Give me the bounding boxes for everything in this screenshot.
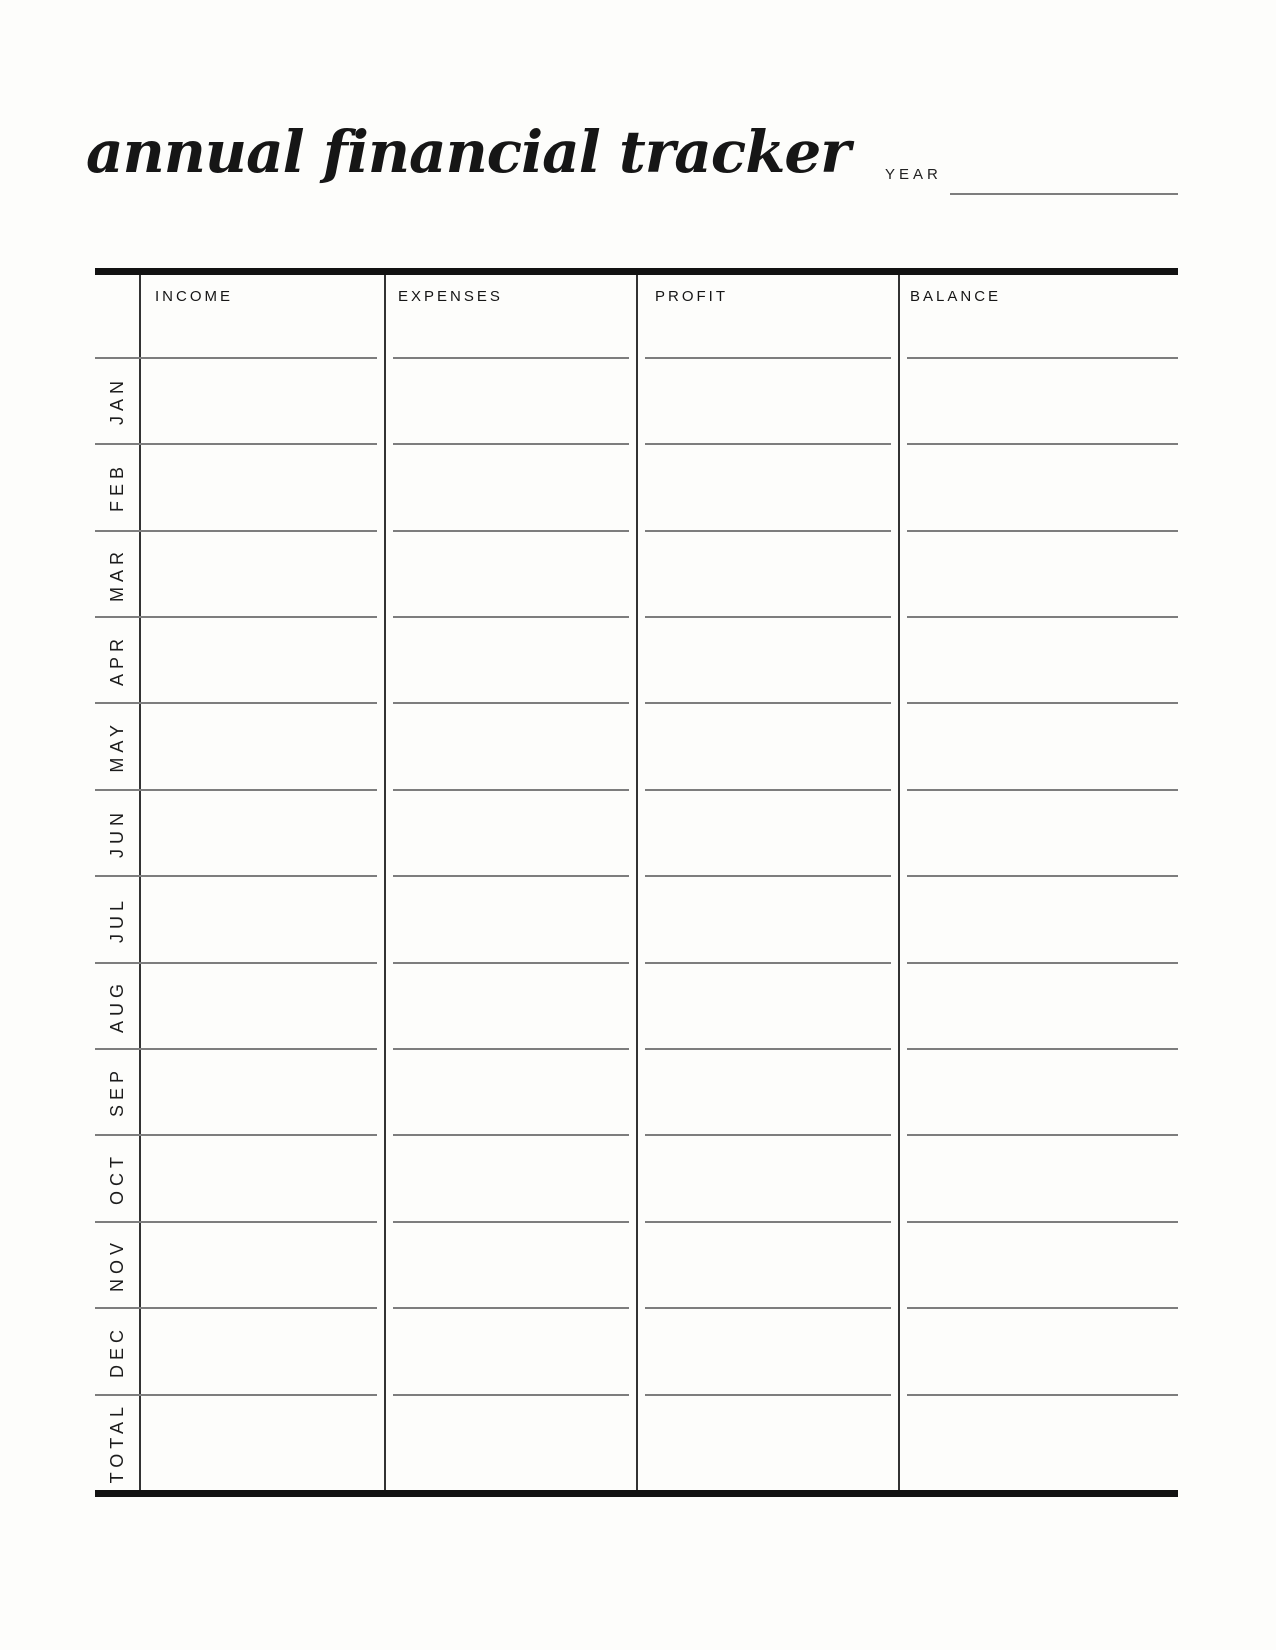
cell-may-balance[interactable]: [901, 704, 1177, 789]
cell-total-profit[interactable]: [639, 1396, 897, 1490]
cell-apr-expenses[interactable]: [387, 618, 635, 702]
row-label: [95, 1136, 139, 1221]
cell-dec-profit[interactable]: [639, 1309, 897, 1394]
row-label: [95, 791, 139, 875]
table-row-mar: [95, 530, 1178, 616]
table-row-sep: [95, 1048, 1178, 1134]
cell-aug-balance[interactable]: [901, 964, 1177, 1048]
cell-aug-expenses[interactable]: [387, 964, 635, 1048]
cell-jun-expenses[interactable]: [387, 791, 635, 875]
table-row-jul: [95, 875, 1178, 962]
table-row-may: [95, 702, 1178, 789]
cell-dec-income[interactable]: [141, 1309, 383, 1394]
page-title: annual financial tracker: [86, 118, 850, 186]
cell-sep-income[interactable]: [141, 1050, 383, 1134]
row-label-text: JUL: [106, 895, 127, 943]
cell-jul-income[interactable]: [141, 877, 383, 962]
cell-jan-balance[interactable]: [901, 359, 1177, 443]
row-label-text: OCT: [106, 1152, 127, 1205]
cell-mar-income[interactable]: [141, 532, 383, 616]
financial-tracker-table: [95, 268, 1178, 1497]
cell-dec-balance[interactable]: [901, 1309, 1177, 1394]
cell-aug-income[interactable]: [141, 964, 383, 1048]
cell-may-profit[interactable]: [639, 704, 897, 789]
cell-sep-profit[interactable]: [639, 1050, 897, 1134]
row-label-text: APR: [106, 633, 127, 686]
row-label: [95, 1223, 139, 1307]
cell-nov-balance[interactable]: [901, 1223, 1177, 1307]
cell-nov-income[interactable]: [141, 1223, 383, 1307]
cell-feb-expenses[interactable]: [387, 445, 635, 530]
row-label: [95, 532, 139, 616]
row-label-text: TOTAL: [106, 1402, 127, 1484]
cell-mar-balance[interactable]: [901, 532, 1177, 616]
cell-mar-profit[interactable]: [639, 532, 897, 616]
table-row-aug: [95, 962, 1178, 1048]
row-label: [95, 1396, 139, 1490]
cell-aug-profit[interactable]: [639, 964, 897, 1048]
cell-total-balance[interactable]: [901, 1396, 1177, 1490]
table-row-jan: [95, 357, 1178, 443]
cell-jul-balance[interactable]: [901, 877, 1177, 962]
table-row-total: [95, 1394, 1178, 1490]
table-row-nov: [95, 1221, 1178, 1307]
table-row-oct: [95, 1134, 1178, 1221]
row-label-text: SEP: [106, 1066, 127, 1118]
row-label: [95, 445, 139, 530]
cell-jan-profit[interactable]: [639, 359, 897, 443]
cell-jun-income[interactable]: [141, 791, 383, 875]
year-fill-in-line[interactable]: [950, 181, 1178, 195]
cell-may-expenses[interactable]: [387, 704, 635, 789]
row-label: [95, 1309, 139, 1394]
column-header-income: INCOME: [155, 288, 233, 305]
cell-feb-balance[interactable]: [901, 445, 1177, 530]
cell-sep-expenses[interactable]: [387, 1050, 635, 1134]
cell-oct-balance[interactable]: [901, 1136, 1177, 1221]
cell-apr-balance[interactable]: [901, 618, 1177, 702]
cell-total-income[interactable]: [141, 1396, 383, 1490]
cell-nov-expenses[interactable]: [387, 1223, 635, 1307]
row-label: [95, 964, 139, 1048]
cell-oct-expenses[interactable]: [387, 1136, 635, 1221]
column-header-balance: BALANCE: [910, 288, 1002, 305]
cell-jan-expenses[interactable]: [387, 359, 635, 443]
cell-mar-expenses[interactable]: [387, 532, 635, 616]
row-label: [95, 704, 139, 789]
cell-total-expenses[interactable]: [387, 1396, 635, 1490]
row-label: [95, 877, 139, 962]
cell-oct-profit[interactable]: [639, 1136, 897, 1221]
cell-may-income[interactable]: [141, 704, 383, 789]
cell-feb-profit[interactable]: [639, 445, 897, 530]
cell-dec-expenses[interactable]: [387, 1309, 635, 1394]
cell-feb-income[interactable]: [141, 445, 383, 530]
table-row-dec: [95, 1307, 1178, 1394]
cell-apr-profit[interactable]: [639, 618, 897, 702]
cell-jun-profit[interactable]: [639, 791, 897, 875]
cell-oct-income[interactable]: [141, 1136, 383, 1221]
cell-sep-balance[interactable]: [901, 1050, 1177, 1134]
row-label-text: DEC: [106, 1324, 127, 1378]
year-label: YEAR: [885, 166, 942, 183]
row-label-text: JUN: [106, 808, 127, 858]
row-label: [95, 1050, 139, 1134]
column-header-profit: PROFIT: [655, 288, 728, 305]
cell-apr-income[interactable]: [141, 618, 383, 702]
cell-nov-profit[interactable]: [639, 1223, 897, 1307]
cell-jun-balance[interactable]: [901, 791, 1177, 875]
table-top-rule: [95, 268, 1178, 275]
row-label-text: MAR: [106, 546, 127, 602]
cell-jul-expenses[interactable]: [387, 877, 635, 962]
row-label: [95, 359, 139, 443]
row-label-text: JAN: [106, 376, 127, 426]
row-label-text: AUG: [106, 978, 127, 1033]
table-header-row: [95, 275, 1178, 357]
row-label-text: NOV: [106, 1237, 127, 1292]
row-label-text: MAY: [106, 720, 127, 773]
row-label-text: FEB: [106, 462, 127, 513]
column-header-expenses: EXPENSES: [398, 288, 503, 305]
cell-jan-income[interactable]: [141, 359, 383, 443]
table-row-apr: [95, 616, 1178, 702]
table-row-jun: [95, 789, 1178, 875]
row-label: [95, 618, 139, 702]
cell-jul-profit[interactable]: [639, 877, 897, 962]
table-bottom-rule: [95, 1490, 1178, 1497]
table-row-feb: [95, 443, 1178, 530]
